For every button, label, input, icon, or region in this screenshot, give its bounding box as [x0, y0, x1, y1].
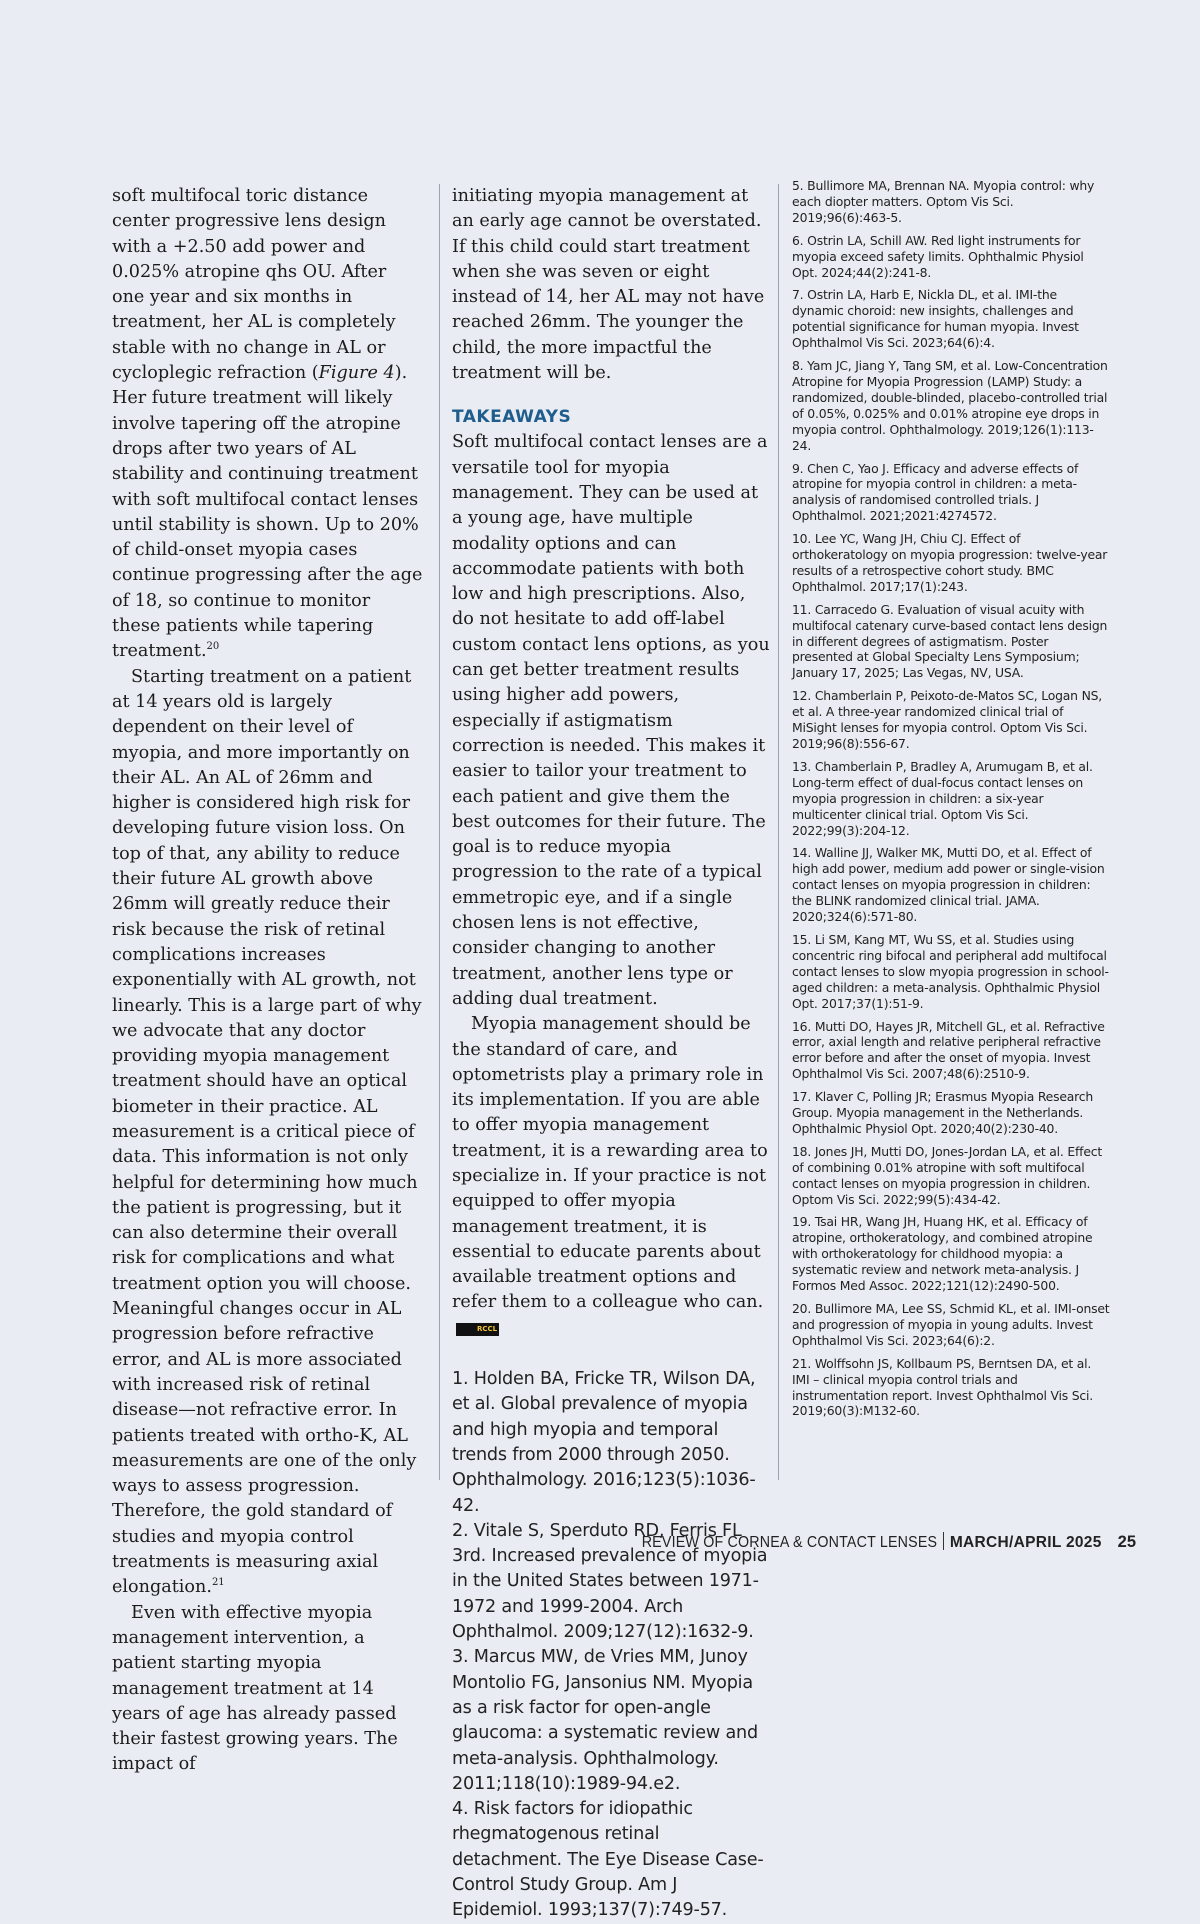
body-paragraph: soft multifocal toric distance center progressive lens design with a +2.50 add power and 0.025% atropine qhs OU. After one year and six months in treatment, her AL is completely stable with no change in AL or cycloplegic refraction (Figure 4). Her future treatment will likely involve tapering off the atropine drops after two years of AL stability and continuing treatment with soft multifocal contact lenses until stability is shown. Up to 20% of child-onset myopia cases continue progressing after the age of 18, so continue to monitor these patients while tapering treatment.$^{20}$ — [112, 186, 423, 662]
publication-name: REVIEW OF CORNEA & CONTACT LENSES — [641, 1534, 937, 1551]
citation-superscript: 21 — [211, 1577, 225, 1589]
reference-item: 12. Chamberlain P, Peixoto-de-Matos SC, Logan NS, et al. A three-year randomized clinical trial of MiSight lenses for myopia control. Optom Vis Sci. 2019;96(8):556-67. — [792, 688, 1103, 751]
reference-item: 15. Li SM, Kang MT, Wu SS, et al. Studies using concentric ring bifocal and peripheral add multifocal contact lenses to slow myopia progression in school-aged children: a meta-analysis. Ophthalmic Physiol Opt. 2017;37(1):51-9. — [792, 931, 1109, 1011]
reference-item: 16. Mutti DO, Hayes JR, Mitchell GL, et al. Refractive error, axial length and relative peripheral refractive error before and after the onset of myopia. Invest Ophthalmol Vis Sci. 2007;48(6):2510-9. — [792, 1018, 1105, 1082]
reference-item: 17. Klaver C, Polling JR; Erasmus Myopia Research Group. Myopia management in the Netherlands. Ophthalmic Physiol Opt. 2020;40(2):230-40. — [792, 1089, 1094, 1136]
reference-item: 3. Marcus MW, de Vries MM, Junoy Montolio FG, Jansonius NM. Myopia as a risk factor for open-angle glaucoma: a systematic review and meta-analysis. Ophthalmology. 2011;118(10):1989-94.e2. — [452, 1647, 758, 1794]
reference-list — [792, 178, 1110, 1426]
footer-divider — [943, 1532, 944, 1550]
page-number: 25 — [1117, 1533, 1136, 1551]
article-column-2 — [452, 184, 770, 1924]
reference-item: 2. Vitale S, Sperduto RD, Ferris FL 3rd. Increased prevalence of myopia in the United States between 1971-1972 and 1999-2004. Arch Ophthalmol. 2009;127(12):1632-9. — [452, 1520, 768, 1643]
reference-item: 6. Ostrin LA, Schill AW. Red light instruments for myopia exceed safety limits. Ophthalmic Physiol Opt. 2024;44(2):241-8. — [792, 232, 1084, 280]
reference-item: 4. Risk factors for idiopathic rhegmatogenous retinal detachment. The Eye Disease Case-Control Study Group. Am J Epidemiol. 1993;137(7):749-57. — [452, 1799, 764, 1921]
body-paragraph: Soft multifocal contact lenses are a versatile tool for myopia management. They can be used at a young age, have multiple modality options and can accommodate patients with both low and high prescriptions. Also, do not hesitate to add off-label custom contact lens options, as you can get better treatment results using higher add powers, especially if astigmatism correction is needed. This makes it easier to tailor your treatment to each patient and give them the best outcomes for their future. The goal is to reduce myopia progression to the rate of a typical emmetropic eye, and if a single chosen lens is not effective, consider changing to another treatment, another lens type or adding dual treatment. — [452, 432, 770, 1009]
reference-item: 18. Jones JH, Mutti DO, Jones-Jordan LA, et al. Effect of combining 0.01% atropine with soft multifocal contact lenses on myopia progression in children. Optom Vis Sci. 2022;99(5):434-42. — [792, 1143, 1103, 1207]
page-footer — [0, 1532, 1136, 1554]
body-paragraph: Myopia management should be the standard of care, and optometrists play a primary role in its implementation. If you are able to offer myopia management treatment, it is a rewarding area to specialize in. If your practice is not equipped to offer myopia management treatment, it is essential to educate parents about available treatment options and refer them to a colleague who can.RCCL — [452, 1012, 770, 1341]
section-heading-takeaways: TAKEAWAYS — [452, 407, 572, 428]
reference-item: 14. Walline JJ, Walker MK, Mutti DO, et al. Effect of high add power, medium add power or single-vision contact lenses on myopia progression in children: the BLINK randomized clinical trial. JAMA. 2020;324(6):571-80. — [792, 845, 1105, 925]
reference-item: 10. Lee YC, Wang JH, Chiu CJ. Effect of orthokeratology on myopia progression: twelve-year results of a retrospective cohort study. BMC Ophthalmol. 2017;17(1):243. — [792, 531, 1108, 594]
body-paragraph: initiating myopia management at an early age cannot be overstated. If this child could start treatment when she was seven or eight instead of 14, her AL may not have reached 26mm. The younger the child, the more impactful the treatment will be. — [452, 186, 765, 384]
reference-list — [452, 1367, 770, 1924]
reference-item: 11. Carracedo G. Evaluation of visual acuity with multifocal catenary curve-based contact lens design in different degrees of astigmatism. Poster presented at Global Specialty Lens Symposium; January 17, 2025; Las Vegas, NV, USA. — [792, 601, 1108, 681]
figure-reference: Figure 4 — [318, 363, 395, 384]
body-paragraph: Even with effective myopia management intervention, a patient starting myopia management treatment at 14 years of age has already passed their fastest growing years. The impact of — [112, 1602, 398, 1775]
reference-item: 1. Holden BA, Fricke TR, Wilson DA, et al. Global prevalence of myopia and high myopia and temporal trends from 2000 through 2050. Ophthalmology. 2016;123(5):1036-42. — [452, 1369, 756, 1516]
issue-date: MARCH/APRIL 2025 — [949, 1534, 1102, 1551]
reference-item: 21. Wolffsohn JS, Kollbaum PS, Berntsen DA, et al. IMI – clinical myopia control trials and instrumentation report. Invest Ophthalmol Vis Sci. 2019;60(3):M132-60. — [792, 1355, 1094, 1419]
citation-superscript: 20 — [206, 641, 220, 653]
reference-item: 5. Bullimore MA, Brennan NA. Myopia control: why each diopter matters. Optom Vis Sci. 2019;96(6):463-5. — [792, 178, 1095, 225]
body-paragraph: Starting treatment on a patient at 14 years old is largely dependent on their level of myopia, and more importantly on their AL. An AL of 26mm and higher is considered high risk for developing future vision loss. On top of that, any ability to reduce their future AL growth above 26mm will greatly reduce their risk because the risk of retinal complications increases exponentially with AL growth, not linearly. This is a large part of why we advocate that any doctor providing myopia management treatment should have an optical biometer in their practice. AL measurement is a critical piece of data. This information is not only helpful for determining how much the patient is progressing, but it can also determine their overall risk for complications and what treatment option you will choose. Meaningful changes occur in AL progression before refractive error, and AL is more associated with increased risk of retinal disease—not refractive error. In patients treated with ortho-K, AL measurements are one of the only ways to assess progression. Therefore, the gold standard of studies and myopia control treatments is measuring axial elongation.$^{21}$ — [112, 666, 422, 1598]
reference-item: 8. Yam JC, Jiang Y, Tang SM, et al. Low-Concentration Atropine for Myopia Progression (LAMP) Study: a randomized, double-blinded, placebo-controlled trial of 0.05%, 0.025% and 0.01% atropine eye drops in myopia control. Ophthalmology. 2019;126(1):113-24. — [792, 358, 1108, 453]
column-divider — [778, 184, 779, 1480]
reference-item: 7. Ostrin LA, Harb E, Nickla DL, et al. IMI-the dynamic choroid: new insights, challenges and potential significance for human myopia. Invest Ophthalmol Vis Sci. 2023;64(6):4. — [792, 287, 1079, 351]
reference-item: 20. Bullimore MA, Lee SS, Schmid KL, et al. IMI-onset and progression of myopia in young adults. Invest Ophthalmol Vis Sci. 2023;64(6):2. — [792, 1301, 1110, 1348]
reference-item: 19. Tsai HR, Wang JH, Huang HK, et al. Efficacy of atropine, orthokeratology, and combined atropine with orthokeratology for childhood myopia: a systematic review and network meta-analysis. J Formos Med Assoc. 2022;121(12):2490-500. — [792, 1214, 1093, 1294]
column-divider — [439, 184, 440, 1480]
end-of-article-mark: RCCL — [456, 1323, 499, 1336]
reference-item: 13. Chamberlain P, Bradley A, Arumugam B, et al. Long-term effect of dual-focus contact lenses on myopia progression in children: a six-year multicenter clinical trial. Optom Vis Sci. 2022;99(3):204-12. — [792, 758, 1093, 838]
reference-item: 9. Chen C, Yao J. Efficacy and adverse effects of atropine for myopia control in children: a meta-analysis of randomised controlled trials. J Ophthalmol. 2021;2021:4274572. — [792, 460, 1079, 524]
